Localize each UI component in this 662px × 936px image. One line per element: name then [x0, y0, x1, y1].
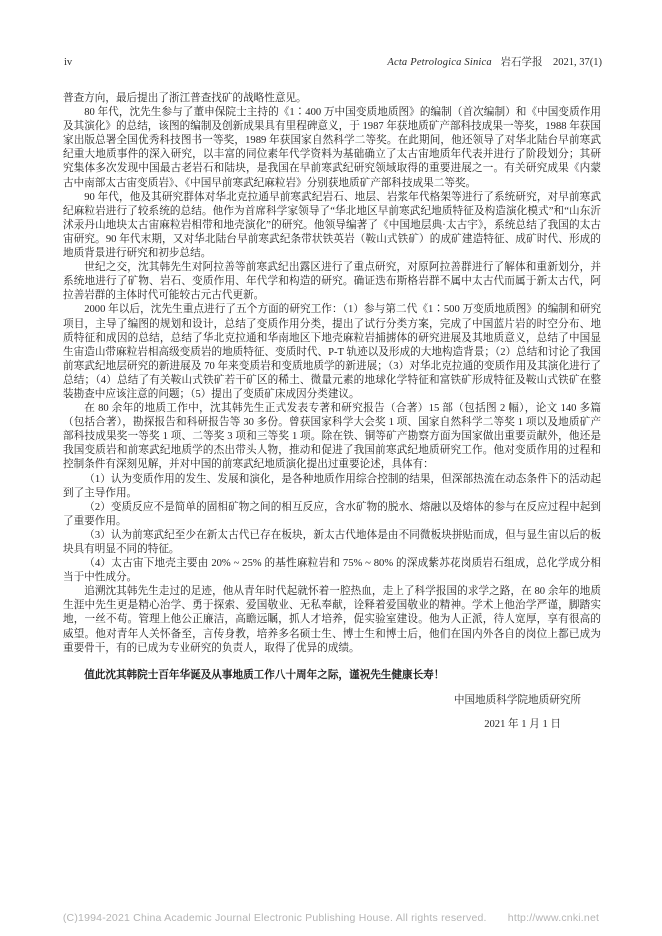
dedication-line: 值此沈其韩院士百年华诞及从事地质工作八十周年之际，谨祝先生健康长寿！ — [84, 669, 445, 681]
copyright-text: (C)1994-2021 China Academic Journal Electronic Publishing House. All rights reserved. — [62, 912, 487, 924]
cnki-url: http://www.cnki.net — [507, 912, 600, 924]
page-header — [64, 54, 602, 69]
signature-institution: 中国地质科学院地质研究所 — [453, 694, 581, 706]
list-item-4: （4）太古宙下地壳主要由 20% ~ 25% 的基性麻粒岩和 75% ~ 80% 的深成紫苏花岗质岩石组成，总化学成分相当于中性成分。 — [63, 558, 601, 584]
body-text — [63, 92, 601, 732]
page-footer — [0, 912, 662, 924]
paragraph-achievements: 在 80 余年的地质工作中，沈其韩先生正式发表专著和研究报告（合著）15 部（包括图 2 幅），论文 140 多篇（包括合著），勘探报告和科研报告等 30 多份。曾获国家科学大会奖 1 项、国家自然科学二等奖 1 项以及地质矿产部科技成果奖一等奖 1 项、二等奖 3 项和三等奖 1 项。除在铁、铜等矿产勘察方面为国家做出重要贡献外，他还是我国变质岩和前寒武纪地质学的杰出带头人物，推动和促进了我国前寒武纪地质研究工作。他对变质作用的过程和控制条件有深刻见解，并对中国的前寒武纪地质演化提出过重要论述，具体有： — [63, 403, 601, 471]
page-number: iv — [64, 57, 73, 68]
journal-title — [387, 54, 602, 69]
list-item-2: （2）变质反应不是简单的固相矿物之间的相互反应，含水矿物的脱水、熔融以及熔体的参与在反应过程中起到了重要作用。 — [63, 501, 601, 527]
signature-date: 2021 年 1 月 1 日 — [484, 718, 561, 730]
paragraph-1990s: 90 年代，他及其研究群体对华北克拉通早前寒武纪岩石、地层、岩浆年代格架等进行了系统研究，对早前寒武纪麻粒岩进行了较系统的总结。他作为首席科学家领导了“华北地区早前寒武纪地质特征及构造演化模式”和“山东沂沭汞丹山地块太古宙麻粒岩相带和地壳演化”的研究。他领导编著了《中国地层典·太古宇》，系统总结了我国的太古宙研究。90 年代末期，又对华北陆台早前寒武纪条带状铁英岩（鞍山式铁矿）的成矿建造特征、成矿时代、形成的地质背景进行研究和初步总结。 — [63, 191, 601, 260]
list-item-3: （3）认为前寒武纪至少在新太古代已存在板块，新太古代地体是由不同微板块拼贴而成，但与显生宙以后的板块具有明显不同的特征。 — [63, 529, 601, 555]
list-item-1: （1）认为变质作用的发生、发展和演化，是各种地质作用综合控制的结果，但深部热流在动态条件下的活动起到了主导作用。 — [63, 473, 601, 499]
journal-name-english: Acta Petrologica Sinica — [387, 57, 492, 68]
journal-name-chinese-issue: 岩石学报 2021, 37(1) — [500, 57, 602, 68]
paragraph-2000s: 2000 年以后，沈先生重点进行了五个方面的研究工作：（1）参与第二代《1∶500 万变质地质图》的编制和研究项目，主导了编图的规划和设计，总结了变质作用分类，提出了试行分类方案，完成了中国蓝片岩的时空分布、地质特征和成因的总结，总结了华北克拉通和华南地区下地壳麻粒岩捕掳体的研究进展及其地质意义，总结了中国显生宙造山带麻粒岩相高级变质岩的地质特征、变质时代、P-T 轨迹以及形成的大地构造背景；（2）总结和讨论了我国前寒武纪地层研究的新进展及 70 年来变质岩和变质地质学的新进展；（3）对华北克拉通的变质作用及其演化进行了总结；（4）总结了有关鞍山式铁矿若干矿区的稀土、微量元素的地球化学特征和富铁矿形成特征及鞍山式铁矿在整装勘查中应该注意的问题；（5）提出了变质矿床成因分类建议。 — [63, 304, 601, 400]
paragraph-turn-of-century: 世纪之交，沈其韩先生对阿拉善等前寒武纪出露区进行了重点研究，对原阿拉善群进行了解体和重新划分，并系统地进行了矿物、岩石、变质作用、年代学和构造的研究。确证迭布斯格岩群不属中太古代而属于新太古代，阿拉善岩群的主体时代可能较古元古代更新。 — [63, 262, 601, 302]
paragraph-continuation: 普查方向，最后提出了浙江普查找矿的战略性意见。 — [63, 93, 307, 104]
paragraph-tribute: 追溯沈其韩先生走过的足迹，他从青年时代起就怀着一腔热血，走上了科学报国的求学之路，在 80 余年的地质生涯中先生更是精心治学、勇于探索、爱国敬业、无私奉献，诠释着爱国敬业的精神。学术上他治学严谨，脚踏实地，一丝不苟。管理上他公正廉洁，高瞻远瞩，抓人才培养，促实验室建设。他为人正派，待人宽厚，享有很高的威望。他对青年人关怀备至，言传身教，培养多名硕士生、博士生和博士后，他们在国内外各自的岗位上都已成为重要骨干，有的已成为专业研究的负责人，取得了优异的成绩。 — [63, 586, 601, 654]
paragraph-1980s: 80 年代，沈先生参与了董申保院士主持的《1∶400 万中国变质地质图》的编制（首次编制）和《中国变质作用及其演化》的总结，该图的编制及创新成果具有里程碑意义，于 1987 年获地质矿产部科技成果一等奖，1988 年获国家出版总署全国优秀科技图书一等奖，1989 年获国家自然科学二等奖。在此期间，他还领导了对华北陆台早前寒武纪重大地质事件的深入研究，以丰富的同位素年代学资料为基础确立了太古宙地质年代表并进行了阶段划分；其研究集体多次发现中国最古老岩石和陆块，是我国在早前寒武纪研究领域取得的重要进展之一。有关研究成果《内蒙古中南部太古宙变质岩》、《中国早前寒武纪麻粒岩》分别获地质矿产部科技成果二等奖。 — [63, 107, 601, 189]
